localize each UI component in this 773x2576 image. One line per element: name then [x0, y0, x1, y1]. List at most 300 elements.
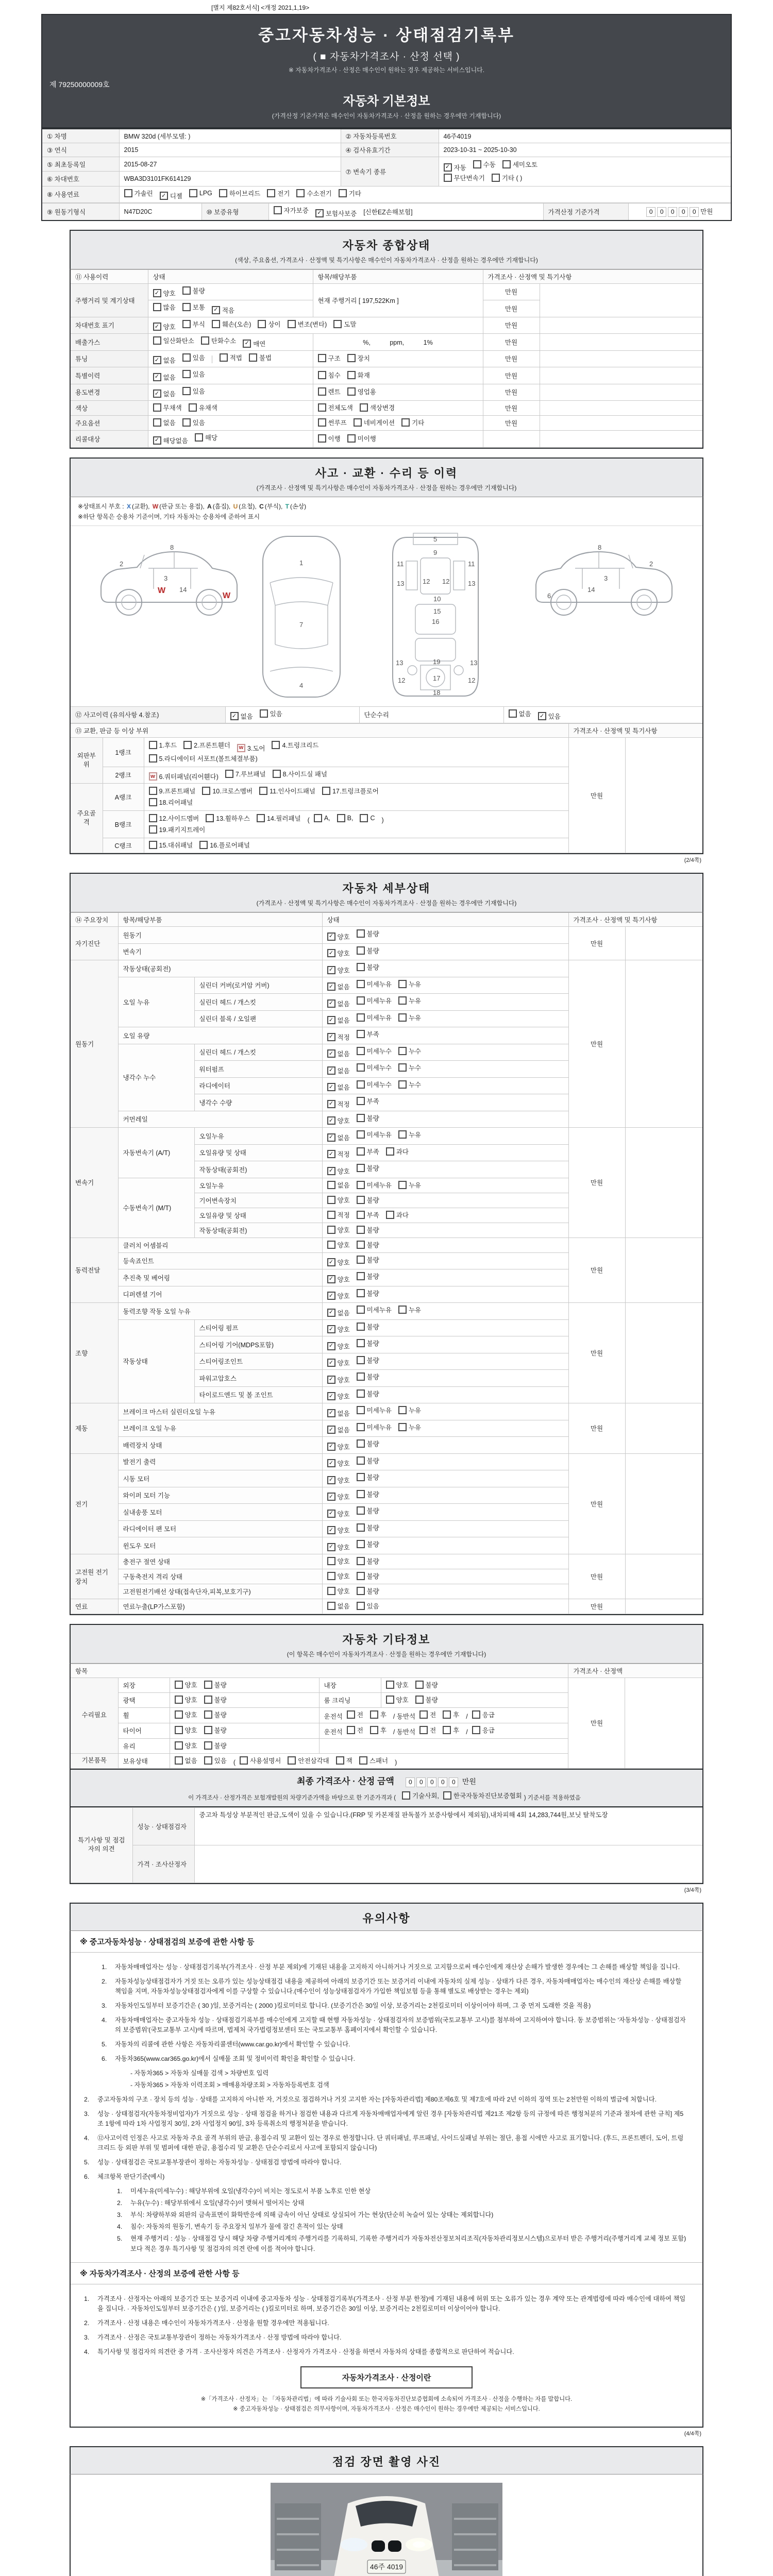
checkbox-디젤[interactable] [160, 191, 182, 200]
checkbox-없음[interactable] [153, 355, 176, 365]
checkbox-미세누유[interactable] [357, 1422, 392, 1432]
checkbox-적음[interactable] [212, 306, 234, 315]
checkbox-icon[interactable] [357, 1423, 365, 1431]
checkbox-무채색[interactable] [153, 403, 182, 412]
checkbox-응급[interactable] [472, 1710, 495, 1719]
checkbox-icon[interactable] [204, 1681, 212, 1689]
checkbox-icon[interactable] [357, 1226, 365, 1234]
checkbox-icon[interactable] [357, 929, 365, 938]
checkbox-누유[interactable] [398, 1130, 421, 1139]
checked-checkbox-icon[interactable]: ✓ [327, 1543, 335, 1551]
checkbox-누유[interactable] [398, 1305, 421, 1314]
checkbox-이행[interactable] [318, 434, 341, 443]
checked-checkbox-icon[interactable]: ✓ [327, 1292, 335, 1300]
checkbox-LPG[interactable] [189, 189, 212, 197]
checkbox-양호[interactable] [327, 1509, 350, 1518]
checked-checkbox-icon[interactable]: ✓ [327, 1392, 335, 1400]
checkbox-icon[interactable] [204, 1710, 212, 1719]
checkbox-icon[interactable] [398, 996, 407, 1005]
checkbox-불량[interactable] [357, 1225, 379, 1234]
checkbox-icon[interactable] [415, 1681, 424, 1689]
checkbox-불량[interactable] [357, 1113, 379, 1123]
checkbox-미세누수[interactable] [357, 1063, 392, 1072]
checkbox-icon[interactable] [336, 1756, 344, 1765]
checkbox-6.쿼터패널(리어휀다)[interactable] [149, 772, 219, 781]
checkbox-양호[interactable] [175, 1695, 197, 1704]
checked-checkbox-icon[interactable]: ✓ [327, 1066, 335, 1075]
checked-checkbox-icon[interactable]: ✓ [327, 982, 335, 991]
checkbox-icon[interactable] [149, 741, 157, 749]
checked-checkbox-icon[interactable]: ✓ [327, 1016, 335, 1024]
checkbox-icon[interactable] [182, 387, 191, 395]
checkbox-icon[interactable] [153, 403, 161, 412]
checkbox-icon[interactable] [149, 798, 157, 806]
checkbox-3.도어[interactable] [237, 743, 265, 753]
checkbox-icon[interactable] [386, 1211, 394, 1219]
checkbox-유채색[interactable] [189, 403, 217, 412]
checkbox-적정[interactable] [327, 1032, 350, 1042]
checkbox-적정[interactable] [327, 1149, 350, 1159]
checkbox-12.사이드멤버[interactable] [149, 814, 199, 823]
checkbox-icon[interactable] [153, 336, 161, 345]
checkbox-icon[interactable] [260, 709, 268, 718]
checkbox-icon[interactable] [240, 1756, 248, 1765]
checkbox-부족[interactable] [357, 1210, 379, 1219]
checkbox-미이행[interactable] [347, 434, 376, 443]
checkbox-icon[interactable] [322, 787, 330, 795]
checkbox-B,[interactable] [337, 814, 354, 822]
checkbox-적정[interactable] [327, 1099, 350, 1109]
checked-checkbox-icon[interactable]: ✓ [327, 1167, 335, 1175]
checkbox-양호[interactable] [327, 1586, 350, 1596]
checkbox-icon[interactable] [206, 814, 214, 822]
checkbox-불량[interactable] [204, 1710, 227, 1719]
checkbox-불량[interactable] [357, 1472, 379, 1482]
checkbox-양호[interactable] [327, 1275, 350, 1284]
checkbox-C[interactable] [360, 814, 375, 822]
checkbox-보험사보증[interactable] [315, 209, 357, 218]
checkbox-양호[interactable] [327, 1258, 350, 1267]
checkbox-잭[interactable] [336, 1756, 352, 1765]
checkbox-양호[interactable] [327, 1459, 350, 1468]
checkbox-수소전기[interactable] [296, 189, 331, 198]
checkbox-미세누유[interactable] [357, 1013, 392, 1022]
checked-checkbox-icon[interactable]: ✓ [327, 949, 335, 957]
checked-checkbox-icon[interactable]: ✓ [160, 192, 168, 200]
checkbox-icon[interactable] [357, 1523, 365, 1532]
checkbox-icon[interactable] [415, 1696, 424, 1704]
checked-checkbox-icon[interactable]: ✓ [212, 306, 220, 314]
checked-checkbox-icon[interactable]: ✓ [327, 1476, 335, 1484]
checked-checkbox-icon[interactable]: ✓ [327, 1493, 335, 1501]
checkbox-수동[interactable] [473, 160, 496, 169]
checkbox-전[interactable] [419, 1725, 436, 1735]
checkbox-icon[interactable] [318, 418, 326, 427]
checkbox-매연[interactable] [243, 339, 265, 348]
checkbox-icon[interactable] [357, 1439, 365, 1448]
checkbox-불법[interactable] [249, 353, 272, 362]
checkbox-icon[interactable] [398, 1406, 407, 1414]
checkbox-미세누수[interactable] [357, 1080, 392, 1089]
checkbox-양호[interactable] [327, 948, 350, 958]
checkbox-icon[interactable] [357, 1164, 365, 1172]
checkbox-icon[interactable] [357, 1256, 365, 1264]
checkbox-icon[interactable] [357, 963, 365, 971]
checkbox-icon[interactable] [327, 1196, 335, 1204]
checkbox-icon[interactable] [175, 1710, 183, 1719]
checkbox-icon[interactable] [472, 1726, 480, 1734]
checked-checkbox-icon[interactable]: ✓ [153, 373, 161, 381]
checkbox-icon[interactable] [357, 1181, 365, 1189]
checked-checkbox-icon[interactable]: ✓ [153, 389, 161, 398]
checkbox-icon[interactable] [202, 787, 210, 795]
checkbox-icon[interactable] [249, 353, 257, 362]
checkbox-후[interactable] [370, 1710, 386, 1719]
checkbox-19.패키지트레이[interactable] [149, 825, 206, 834]
checkbox-상이[interactable] [258, 319, 280, 329]
checkbox-있음[interactable] [182, 353, 205, 362]
checkbox-전[interactable] [419, 1710, 436, 1719]
checkbox-불량[interactable] [357, 1240, 379, 1249]
checkbox-icon[interactable] [272, 741, 280, 749]
checkbox-icon[interactable] [318, 387, 326, 396]
checkbox-16.플로어패널[interactable] [199, 840, 250, 850]
checkbox-가솔린[interactable] [124, 189, 153, 198]
checkbox-icon[interactable] [357, 1130, 365, 1139]
checkbox-icon[interactable] [182, 370, 191, 378]
checkbox-icon[interactable] [492, 174, 500, 182]
checked-checkbox-icon[interactable]: ✓ [315, 209, 324, 217]
checkbox-양호[interactable] [327, 1442, 350, 1451]
checkbox-icon[interactable] [259, 787, 267, 795]
w-mark-checkbox-icon[interactable]: w [149, 772, 157, 781]
checked-checkbox-icon[interactable]: ✓ [327, 1275, 335, 1283]
checkbox-icon[interactable] [337, 814, 345, 822]
checkbox-icon[interactable] [357, 1306, 365, 1314]
checkbox-불량[interactable] [357, 1506, 379, 1515]
checkbox-없음[interactable] [327, 1601, 350, 1611]
checkbox-있음[interactable] [182, 369, 205, 379]
checkbox-후[interactable] [370, 1725, 386, 1735]
checkbox-10.크로스멤버[interactable] [202, 786, 253, 795]
checkbox-icon[interactable] [354, 418, 362, 427]
checkbox-미세누유[interactable] [357, 1180, 392, 1190]
checkbox-불량[interactable] [204, 1725, 227, 1735]
checkbox-양호[interactable] [327, 1240, 350, 1249]
checkbox-미세누유[interactable] [357, 1305, 392, 1314]
checkbox-icon[interactable] [153, 303, 161, 311]
checkbox-불량[interactable] [357, 1163, 379, 1173]
checkbox-보통[interactable] [182, 302, 205, 312]
checkbox-불량[interactable] [415, 1695, 438, 1704]
checkbox-7.루브패널[interactable] [225, 769, 266, 778]
checkbox-양호[interactable] [153, 289, 176, 298]
checkbox-응급[interactable] [472, 1725, 495, 1735]
checkbox-icon[interactable] [149, 814, 157, 822]
checkbox-icon[interactable] [347, 1726, 355, 1734]
checkbox-8.사이드실 패널[interactable] [273, 769, 327, 778]
checkbox-미세누유[interactable] [357, 979, 392, 989]
checkbox-없음[interactable] [327, 1049, 350, 1058]
checkbox-전기[interactable] [267, 189, 290, 198]
checkbox-icon[interactable] [314, 814, 322, 822]
checkbox-icon[interactable] [212, 320, 220, 328]
checkbox-9.프론트패널[interactable] [149, 786, 196, 795]
checkbox-없음[interactable] [327, 1425, 350, 1434]
checkbox-icon[interactable] [288, 320, 296, 328]
checkbox-icon[interactable] [357, 1473, 365, 1481]
checked-checkbox-icon[interactable]: ✓ [327, 1116, 335, 1125]
checkbox-없음[interactable] [327, 1409, 350, 1418]
checkbox-icon[interactable] [347, 354, 356, 362]
checkbox-icon[interactable] [509, 709, 517, 718]
checkbox-양호[interactable] [175, 1725, 197, 1735]
checkbox-불량[interactable] [204, 1680, 227, 1689]
checkbox-icon[interactable] [398, 1130, 407, 1139]
checkbox-icon[interactable] [333, 320, 342, 328]
checkbox-양호[interactable] [153, 322, 176, 331]
checkbox-변조(변타)[interactable] [288, 319, 327, 329]
checked-checkbox-icon[interactable]: ✓ [327, 1443, 335, 1451]
checkbox-icon[interactable] [273, 770, 281, 778]
checkbox-불량[interactable] [357, 1355, 379, 1365]
checkbox-탄화수소[interactable] [201, 336, 236, 345]
checkbox-icon[interactable] [199, 841, 208, 849]
checked-checkbox-icon[interactable]: ✓ [327, 1526, 335, 1534]
checkbox-icon[interactable] [357, 1572, 365, 1580]
checkbox-icon[interactable] [357, 1406, 365, 1414]
checkbox-부족[interactable] [357, 1147, 379, 1156]
checkbox-icon[interactable] [357, 1114, 365, 1122]
checkbox-불량[interactable] [357, 946, 379, 955]
checkbox-4.트렁크리드[interactable] [272, 740, 318, 750]
checkbox-한국자동차진단보증협회[interactable] [443, 1791, 522, 1800]
checkbox-icon[interactable] [183, 741, 192, 749]
checkbox-icon[interactable] [124, 189, 132, 197]
checkbox-icon[interactable] [357, 996, 365, 1005]
checkbox-icon[interactable] [443, 1726, 451, 1734]
checkbox-불량[interactable] [357, 1338, 379, 1348]
checkbox-icon[interactable] [327, 1602, 335, 1610]
checked-checkbox-icon[interactable]: ✓ [327, 1376, 335, 1384]
checkbox-없음[interactable] [153, 389, 176, 398]
checkbox-누유[interactable] [398, 979, 421, 989]
checked-checkbox-icon[interactable]: ✓ [327, 1083, 335, 1091]
checkbox-icon[interactable] [267, 189, 275, 197]
checkbox-icon[interactable] [357, 1389, 365, 1398]
checkbox-있음[interactable] [182, 418, 205, 427]
checkbox-네비게이션[interactable] [354, 418, 395, 427]
checkbox-icon[interactable] [219, 189, 227, 197]
checkbox-icon[interactable] [204, 1726, 212, 1734]
checked-checkbox-icon[interactable]: ✓ [327, 1342, 335, 1350]
checkbox-5.라디에이터 서포트(볼트체결부품)[interactable] [149, 754, 258, 763]
checkbox-색상변경[interactable] [360, 403, 395, 412]
checkbox-icon[interactable] [357, 1047, 365, 1055]
checkbox-있음[interactable] [538, 711, 561, 721]
checkbox-양호[interactable] [327, 1166, 350, 1176]
checkbox-누유[interactable] [398, 996, 421, 1005]
checkbox-양호[interactable] [327, 1116, 350, 1125]
checkbox-icon[interactable] [257, 814, 265, 822]
checkbox-양호[interactable] [175, 1710, 197, 1719]
checkbox-양호[interactable] [386, 1695, 409, 1704]
checkbox-A,[interactable] [314, 814, 330, 822]
checked-checkbox-icon[interactable]: ✓ [327, 1325, 335, 1333]
checkbox-icon[interactable] [357, 1289, 365, 1297]
checked-checkbox-icon[interactable]: ✓ [327, 1309, 335, 1317]
checkbox-icon[interactable] [189, 189, 197, 197]
checked-checkbox-icon[interactable]: ✓ [153, 323, 161, 331]
checkbox-icon[interactable] [347, 434, 356, 443]
checkbox-과다[interactable] [386, 1210, 409, 1219]
checkbox-icon[interactable] [398, 1080, 407, 1089]
checkbox-누유[interactable] [398, 1180, 421, 1190]
checkbox-icon[interactable] [357, 1339, 365, 1347]
checkbox-없음[interactable] [153, 418, 176, 427]
checkbox-icon[interactable] [318, 403, 326, 412]
checkbox-불량[interactable] [357, 1255, 379, 1264]
checkbox-양호[interactable] [327, 1325, 350, 1334]
checkbox-icon[interactable] [357, 1356, 365, 1364]
checkbox-icon[interactable] [398, 1063, 407, 1072]
checkbox-있음[interactable] [357, 1601, 379, 1611]
checkbox-icon[interactable] [318, 371, 326, 379]
checkbox-icon[interactable] [386, 1681, 394, 1689]
checkbox-양호[interactable] [175, 1680, 197, 1689]
checkbox-양호[interactable] [327, 1291, 350, 1300]
checkbox-icon[interactable] [327, 1587, 335, 1595]
checkbox-icon[interactable] [175, 1726, 183, 1734]
checkbox-훼손(오손)[interactable] [212, 319, 251, 329]
checkbox-자동[interactable] [444, 163, 466, 172]
checkbox-누수[interactable] [398, 1080, 421, 1089]
checkbox-icon[interactable] [182, 320, 191, 328]
checkbox-icon[interactable] [182, 286, 191, 295]
checkbox-불량[interactable] [204, 1741, 227, 1750]
checkbox-icon[interactable] [357, 946, 365, 955]
checkbox-icon[interactable] [357, 1097, 365, 1105]
checkbox-불량[interactable] [357, 1571, 379, 1581]
checked-checkbox-icon[interactable]: ✓ [327, 1510, 335, 1518]
checkbox-icon[interactable] [357, 1080, 365, 1089]
checkbox-icon[interactable] [444, 174, 452, 182]
checkbox-icon[interactable] [220, 353, 228, 362]
checkbox-불량[interactable] [357, 1289, 379, 1298]
checkbox-icon[interactable] [339, 189, 347, 197]
checkbox-없음[interactable] [327, 1015, 350, 1025]
checkbox-있음[interactable] [204, 1756, 227, 1765]
checkbox-icon[interactable] [149, 825, 157, 834]
checkbox-불량[interactable] [357, 1272, 379, 1281]
checkbox-icon[interactable] [225, 770, 233, 778]
checkbox-없음[interactable] [509, 709, 531, 718]
checkbox-불량[interactable] [357, 1539, 379, 1549]
checkbox-불량[interactable] [182, 286, 205, 295]
checkbox-많음[interactable] [153, 302, 176, 312]
checkbox-1.후드[interactable] [149, 740, 177, 750]
checkbox-불량[interactable] [357, 1456, 379, 1465]
checkbox-불량[interactable] [204, 1695, 227, 1704]
checked-checkbox-icon[interactable]: ✓ [327, 1150, 335, 1158]
checkbox-전체도색[interactable] [318, 403, 353, 412]
checkbox-icon[interactable] [175, 1696, 183, 1704]
checkbox-부식[interactable] [182, 319, 205, 329]
checkbox-icon[interactable] [347, 387, 356, 396]
checkbox-불량[interactable] [357, 1489, 379, 1499]
checkbox-있음[interactable] [260, 709, 282, 718]
checkbox-없음[interactable] [153, 372, 176, 382]
checkbox-icon[interactable] [398, 980, 407, 988]
checkbox-2.프론트휀더[interactable] [183, 740, 230, 750]
checkbox-icon[interactable] [357, 1490, 365, 1498]
checkbox-icon[interactable] [318, 434, 326, 443]
checkbox-불량[interactable] [357, 1523, 379, 1532]
checked-checkbox-icon[interactable]: ✓ [153, 436, 161, 445]
checkbox-전[interactable] [347, 1710, 363, 1719]
checkbox-icon[interactable] [357, 1506, 365, 1515]
checkbox-불량[interactable] [357, 929, 379, 938]
checkbox-icon[interactable] [149, 787, 157, 795]
checkbox-icon[interactable] [182, 353, 191, 362]
checkbox-안전삼각대[interactable] [288, 1756, 329, 1765]
checkbox-icon[interactable] [398, 1047, 407, 1055]
checkbox-icon[interactable] [357, 1456, 365, 1465]
checkbox-없음[interactable] [327, 1133, 350, 1142]
checkbox-하이브리드[interactable] [219, 189, 260, 198]
checkbox-icon[interactable] [258, 320, 266, 328]
checkbox-양호[interactable] [327, 1342, 350, 1351]
checkbox-icon[interactable] [419, 1710, 428, 1719]
checked-checkbox-icon[interactable]: ✓ [153, 356, 161, 364]
checkbox-불량[interactable] [357, 1389, 379, 1398]
checkbox-미세누수[interactable] [357, 1046, 392, 1056]
checkbox-기타 ( )[interactable] [492, 173, 522, 182]
checkbox-icon[interactable] [357, 1196, 365, 1204]
checkbox-icon[interactable] [175, 1741, 183, 1750]
checked-checkbox-icon[interactable]: ✓ [327, 1049, 335, 1058]
checkbox-icon[interactable] [204, 1741, 212, 1750]
checked-checkbox-icon[interactable]: ✓ [327, 933, 335, 941]
checkbox-해당없음[interactable] [153, 436, 188, 445]
checkbox-침수[interactable] [318, 370, 341, 380]
checkbox-도말[interactable] [333, 319, 356, 329]
checkbox-양호[interactable] [327, 1195, 350, 1205]
checkbox-icon[interactable] [357, 1587, 365, 1595]
checkbox-icon[interactable] [398, 1013, 407, 1022]
checkbox-icon[interactable] [204, 1756, 212, 1765]
checkbox-icon[interactable] [357, 1013, 365, 1022]
checkbox-icon[interactable] [419, 1726, 428, 1734]
checkbox-양호[interactable] [327, 1392, 350, 1401]
checkbox-icon[interactable] [359, 1756, 367, 1765]
checkbox-icon[interactable] [357, 1272, 365, 1280]
checkbox-불량[interactable] [357, 1322, 379, 1331]
checkbox-icon[interactable] [472, 1710, 480, 1719]
checkbox-없음[interactable] [327, 999, 350, 1008]
checkbox-장치[interactable] [347, 353, 370, 363]
checkbox-렌트[interactable] [318, 387, 341, 396]
checkbox-양호[interactable] [327, 965, 350, 975]
checked-checkbox-icon[interactable]: ✓ [230, 712, 239, 720]
checkbox-icon[interactable] [149, 754, 157, 762]
checked-checkbox-icon[interactable]: ✓ [327, 966, 335, 974]
checkbox-14.필러패널[interactable] [257, 814, 301, 823]
checked-checkbox-icon[interactable]: ✓ [327, 1426, 335, 1434]
checkbox-icon[interactable] [327, 1226, 335, 1234]
checkbox-없음[interactable] [327, 1180, 350, 1190]
checkbox-있음[interactable] [182, 386, 205, 396]
